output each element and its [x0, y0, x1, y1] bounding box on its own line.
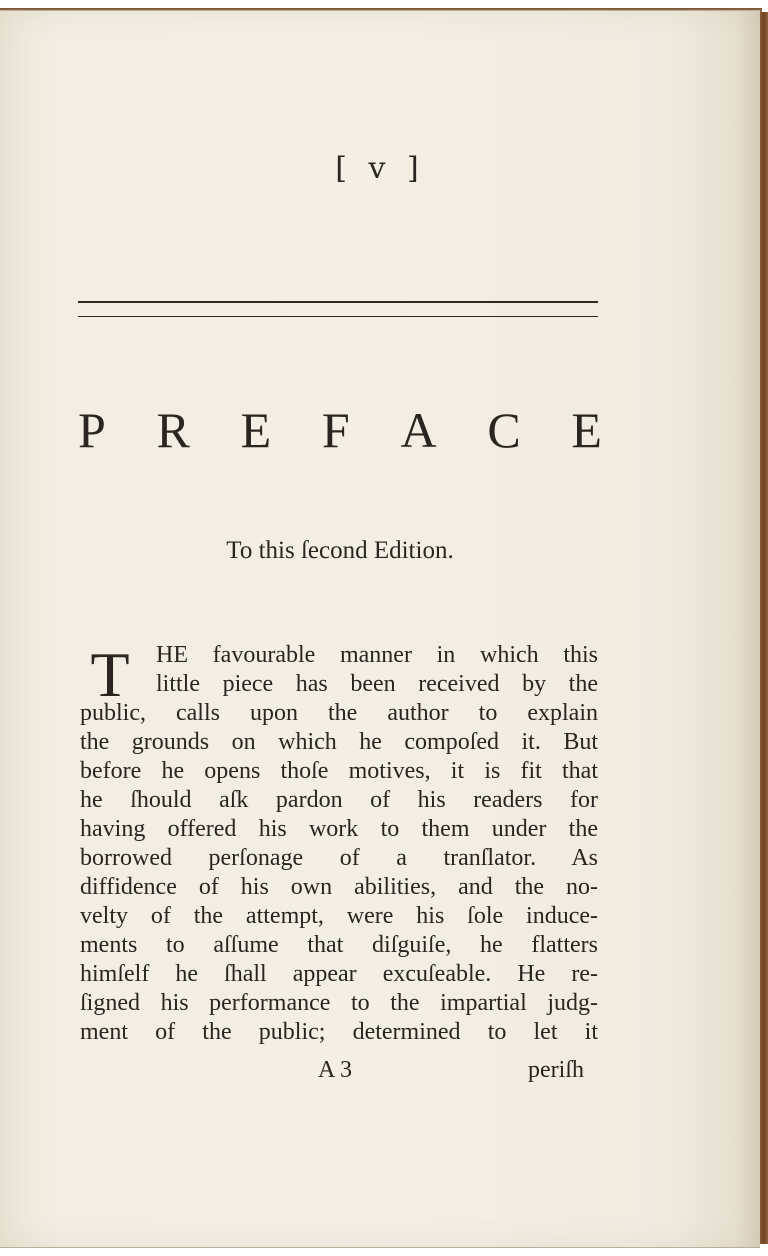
body-line: velty of the attempt, were his ſole induce- — [80, 903, 598, 929]
title-letter: P — [78, 402, 106, 458]
body-line: before he opens thoſe motives, it is fit that — [80, 758, 598, 784]
signature-mark: A 3 — [318, 1057, 353, 1083]
catchword: periſh — [528, 1057, 584, 1083]
body-line: the grounds on which he compoſed it. But — [80, 729, 598, 755]
body-text — [80, 641, 598, 1047]
page-title — [78, 402, 602, 458]
body-line: public, calls upon the author to explain — [80, 700, 598, 726]
drop-cap: T — [90, 639, 130, 710]
body-line: ment of the public; determined to let it — [80, 1019, 598, 1045]
title-letter: E — [571, 402, 602, 458]
binding-edge — [760, 12, 768, 1244]
body-line: himſelf he ſhall appear excuſeable. He re- — [80, 961, 598, 987]
title-letter: F — [321, 402, 350, 458]
body-line: diffidence of his own abilities, and the no- — [80, 874, 598, 900]
page — [0, 10, 760, 1248]
title-letter: A — [400, 402, 437, 458]
body-line: he ſhould aſk pardon of his readers for — [80, 787, 598, 813]
body-line: little piece has been received by the — [156, 671, 598, 697]
body-line: having offered his work to them under the — [80, 816, 598, 842]
body-line: ments to aſſume that diſguiſe, he flatters — [80, 932, 598, 958]
body-line: HE favourable manner in which this — [156, 642, 598, 668]
page-number: [ v ] — [335, 151, 425, 186]
header-rule-thick — [78, 301, 598, 303]
title-letter: C — [487, 402, 521, 458]
body-line: borrowed perſonage of a tranſlator. As — [80, 845, 598, 871]
body-line: ſigned his performance to the impartial judg- — [80, 990, 598, 1016]
title-letter: R — [156, 402, 190, 458]
subtitle: To this ſecond Edition. — [226, 537, 454, 564]
title-letter: E — [240, 402, 272, 458]
header-rule-thin — [78, 316, 598, 317]
